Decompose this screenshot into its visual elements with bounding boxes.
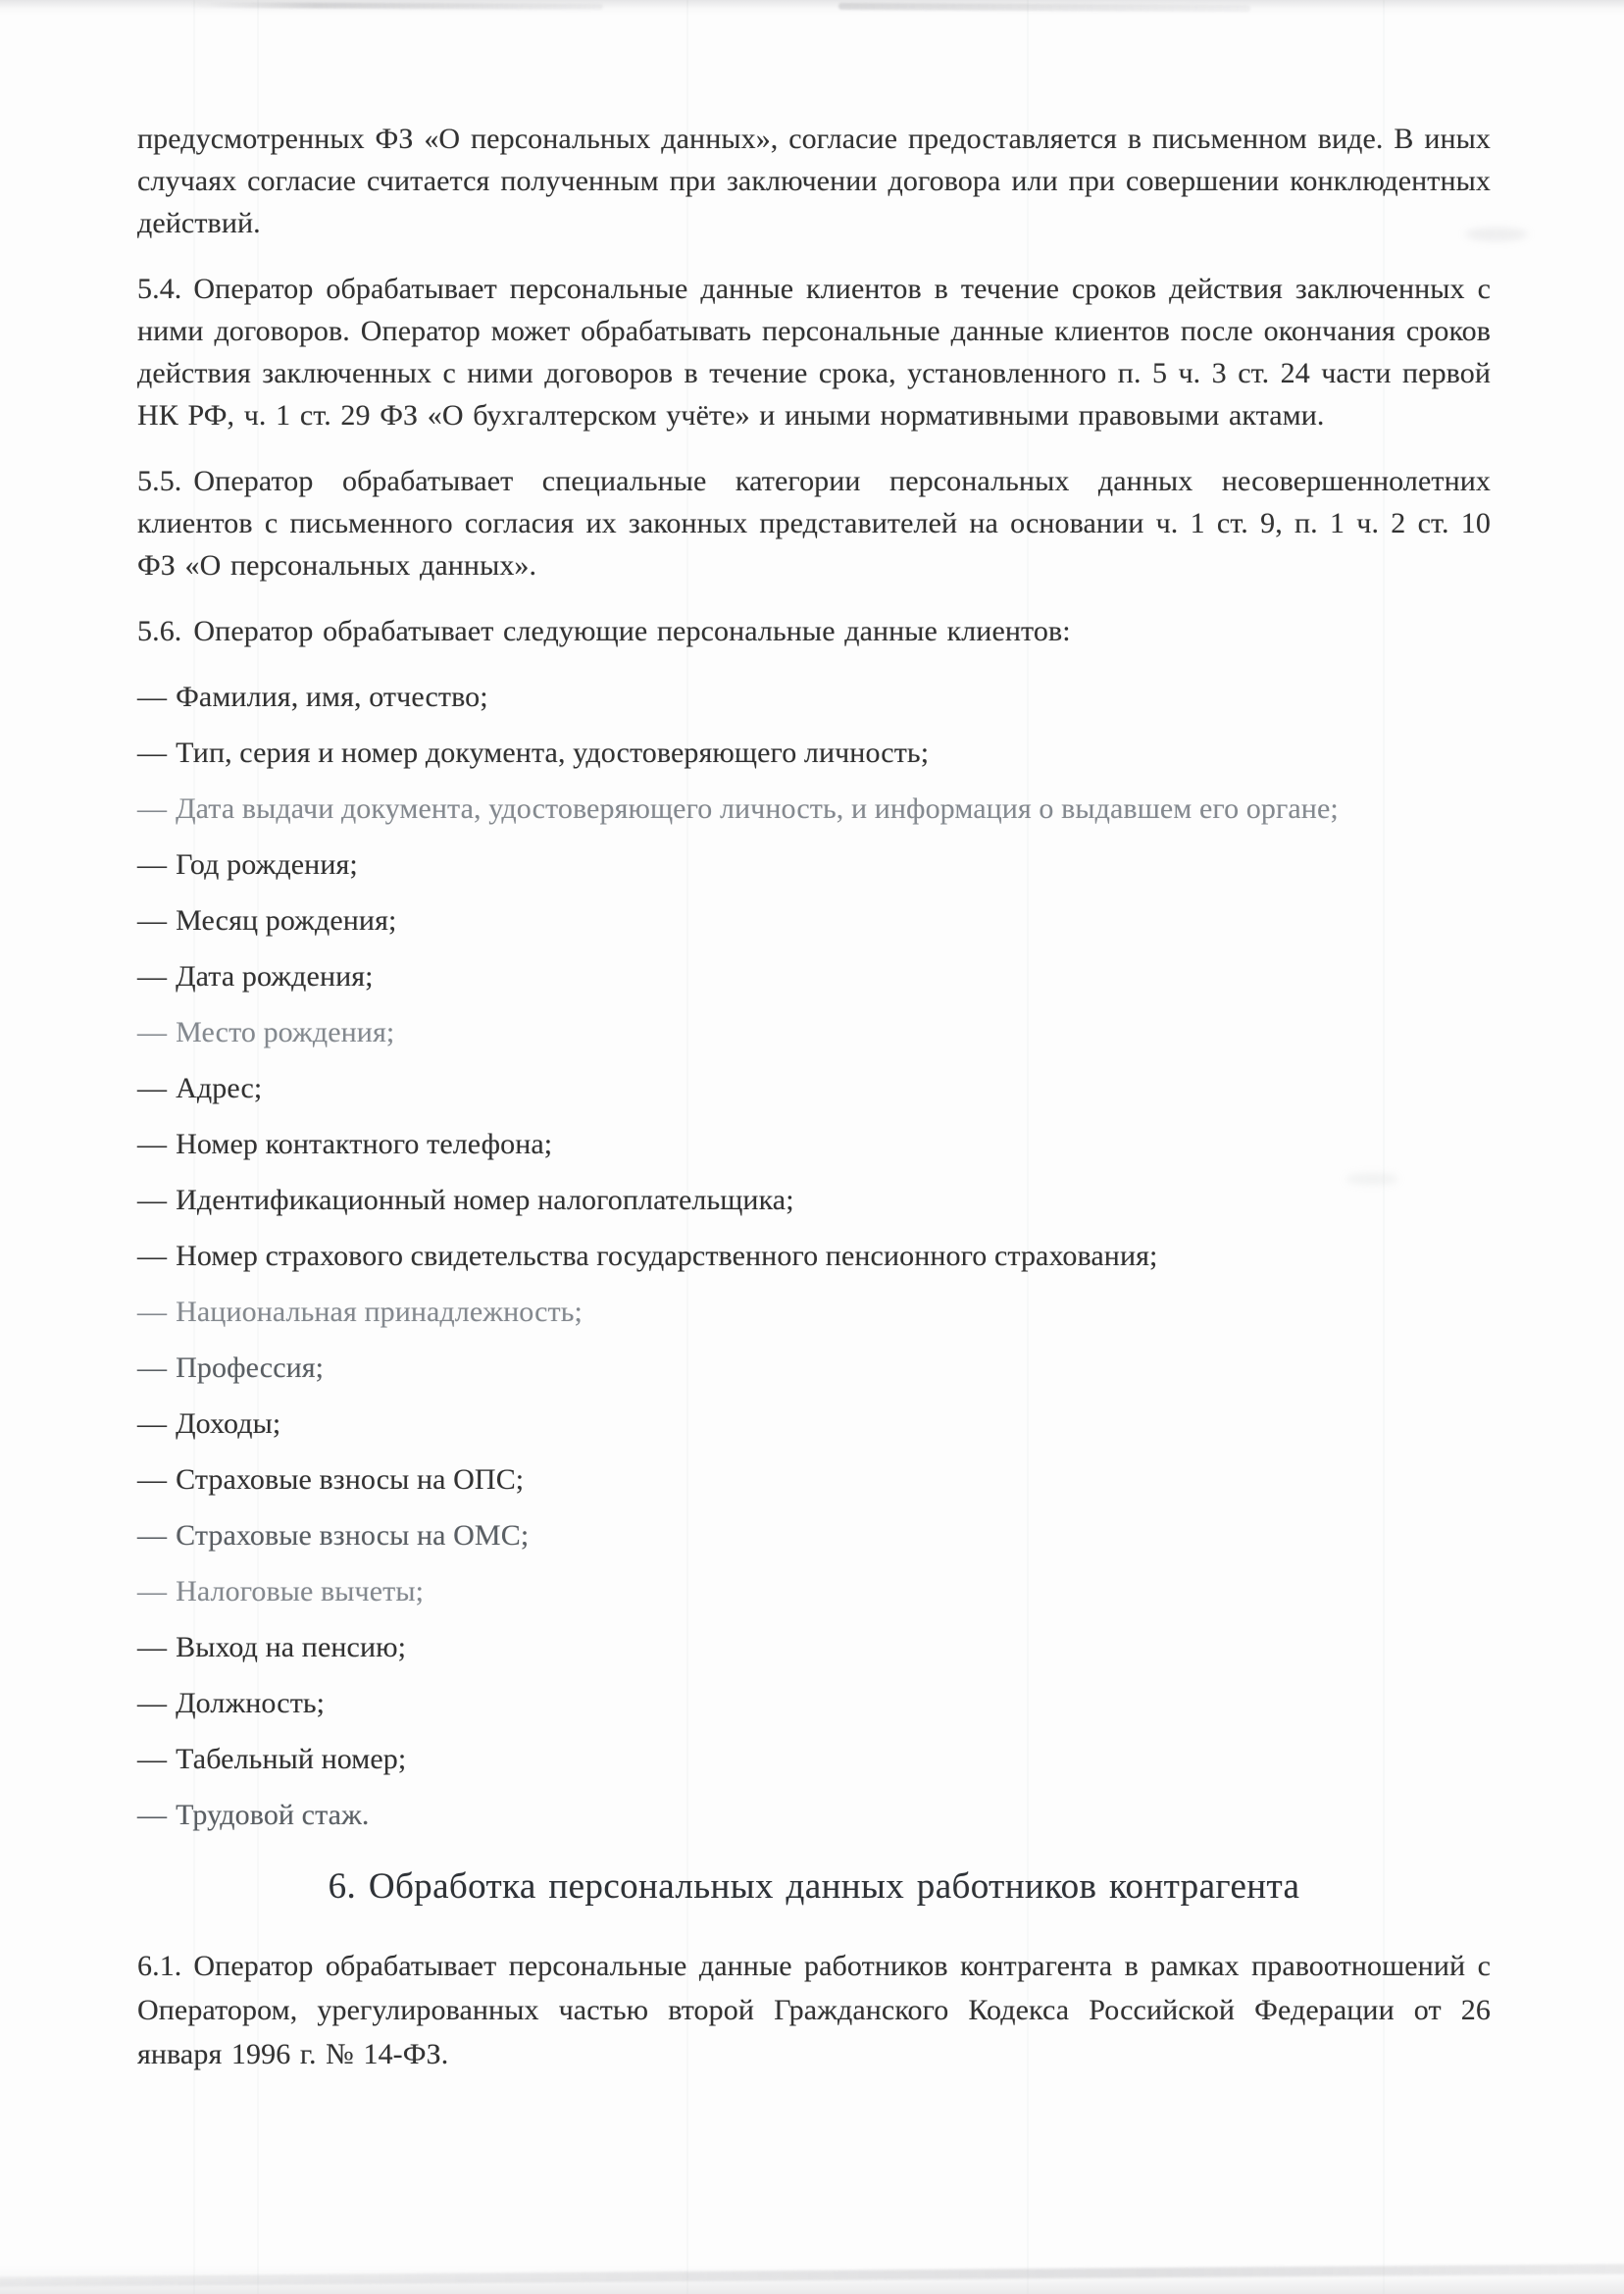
clause-text: Оператор обрабатывает персональные данные работников контрагента в рамках правоотношений с Оператором, урегулированных частью второй Гражданского Кодекса Российской Федерации от 26 января 1996 г. № 14-ФЗ. [137,1950,1491,2070]
list-item [137,1291,1491,1333]
list-item [137,1458,1491,1501]
list-item-text: Месяц рождения; [176,904,397,937]
paragraph-consent-continuation: предусмотренных ФЗ «О персональных данных», согласие предоставляется в письменном виде. В иных случаях согласие считается полученным при заключении договора или при совершении конклюдентных действий. [137,123,1491,239]
list-item [137,899,1491,942]
list-dash: — [137,1463,168,1496]
list-item-text: Дата выдачи документа, удостоверяющего личность, и информация о выдавшем его органе; [176,792,1339,825]
list-item-text: Номер страхового свидетельства государственного пенсионного страхования; [176,1240,1158,1272]
list-item [137,1235,1491,1277]
clause-text: Оператор обрабатывает следующие персональные данные клиентов: [193,615,1071,647]
list-item-text: Доходы; [176,1407,281,1440]
scan-artifact-bottom-streak [0,2264,1624,2286]
list-item [137,1011,1491,1053]
list-dash: — [137,1296,168,1328]
list-item-text: Профессия; [176,1351,325,1384]
list-item [137,843,1491,886]
list-dash: — [137,848,168,881]
list-item [137,1123,1491,1165]
list-dash: — [137,960,168,993]
list-dash: — [137,1016,168,1048]
list-item-text: Дата рождения; [176,960,374,993]
clause-number: 6.1. [137,1950,182,1982]
clause-number: 5.6. [137,615,182,647]
list-item [137,676,1491,718]
list-item [137,1179,1491,1221]
list-item [137,732,1491,774]
clause-6-1 [137,1944,1491,2076]
list-item [137,1682,1491,1724]
list-dash: — [137,1575,168,1607]
clause-number: 5.5. [137,465,182,497]
clause-text: Оператор обрабатывает персональные данные клиентов в течение сроков действия заключенных с ними договоров. Оператор может обрабатывать персональные данные клиентов после окончания сроков действия заключенных с ними договоров в течение срока, установленного п. 5 ч. 3 ст. 24 части первой НК РФ, ч. 1 ст. 29 ФЗ «О бухгалтерском учёте» и иными нормативными правовыми актами. [137,273,1491,432]
list-item [137,1794,1491,1836]
clause-5-5 [137,460,1491,586]
list-item-text: Место рождения; [176,1016,395,1048]
list-dash: — [137,737,168,769]
clause-text: Оператор обрабатывает специальные категории персональных данных несовершеннолетних клиентов с письменного согласия их законных представителей на основании ч. 1 ст. 9, п. 1 ч. 2 ст. 10 ФЗ «О персональных данных». [137,465,1491,582]
list-item-text: Страховые взносы на ОМС; [176,1519,530,1552]
list-item [137,788,1491,830]
list-dash: — [137,1351,168,1384]
list-dash: — [137,1631,168,1663]
list-item [137,1402,1491,1445]
list-dash: — [137,681,168,713]
list-dash: — [137,1407,168,1440]
list-dash: — [137,1519,168,1552]
list-item [137,955,1491,997]
list-item-text: Страховые взносы на ОПС; [176,1463,525,1496]
list-item [137,1514,1491,1556]
list-dash: — [137,904,168,937]
list-item [137,1570,1491,1612]
list-item-text: Выход на пенсию; [176,1631,407,1663]
list-item-text: Номер контактного телефона; [176,1128,553,1160]
list-dash: — [137,1184,168,1216]
list-item-text: Фамилия, имя, отчество; [176,681,488,713]
scan-artifact-top-streak-left [191,2,603,10]
personal-data-list [137,676,1491,1836]
list-item [137,1347,1491,1389]
list-dash: — [137,792,168,825]
list-item [137,1738,1491,1780]
list-dash: — [137,1240,168,1272]
section-6-heading: 6. Обработка персональных данных работников контрагента [328,1866,1300,1907]
list-item [137,1626,1491,1668]
clause-number: 5.4. [137,273,182,305]
list-dash: — [137,1128,168,1160]
list-dash: — [137,1743,168,1775]
scan-artifact-top-streak-right [838,3,1250,12]
clause-5-4 [137,268,1491,436]
list-item-text: Табельный номер; [176,1743,407,1775]
list-item-text: Национальная принадлежность; [176,1296,583,1328]
list-item-text: Налоговые вычеты; [176,1575,425,1607]
list-dash: — [137,1072,168,1104]
list-item-text: Год рождения; [176,848,358,881]
list-item-text: Тип, серия и номер документа, удостоверяющего личность; [176,737,930,769]
list-item-text: Должность; [176,1687,326,1719]
list-item-text: Трудовой стаж. [176,1799,370,1831]
list-item-text: Идентификационный номер налогоплательщика; [176,1184,794,1216]
list-dash: — [137,1687,168,1719]
document-content [137,118,1491,2076]
list-item [137,1067,1491,1109]
list-item-text: Адрес; [176,1072,263,1104]
clause-5-6 [137,610,1491,652]
list-dash: — [137,1799,168,1831]
